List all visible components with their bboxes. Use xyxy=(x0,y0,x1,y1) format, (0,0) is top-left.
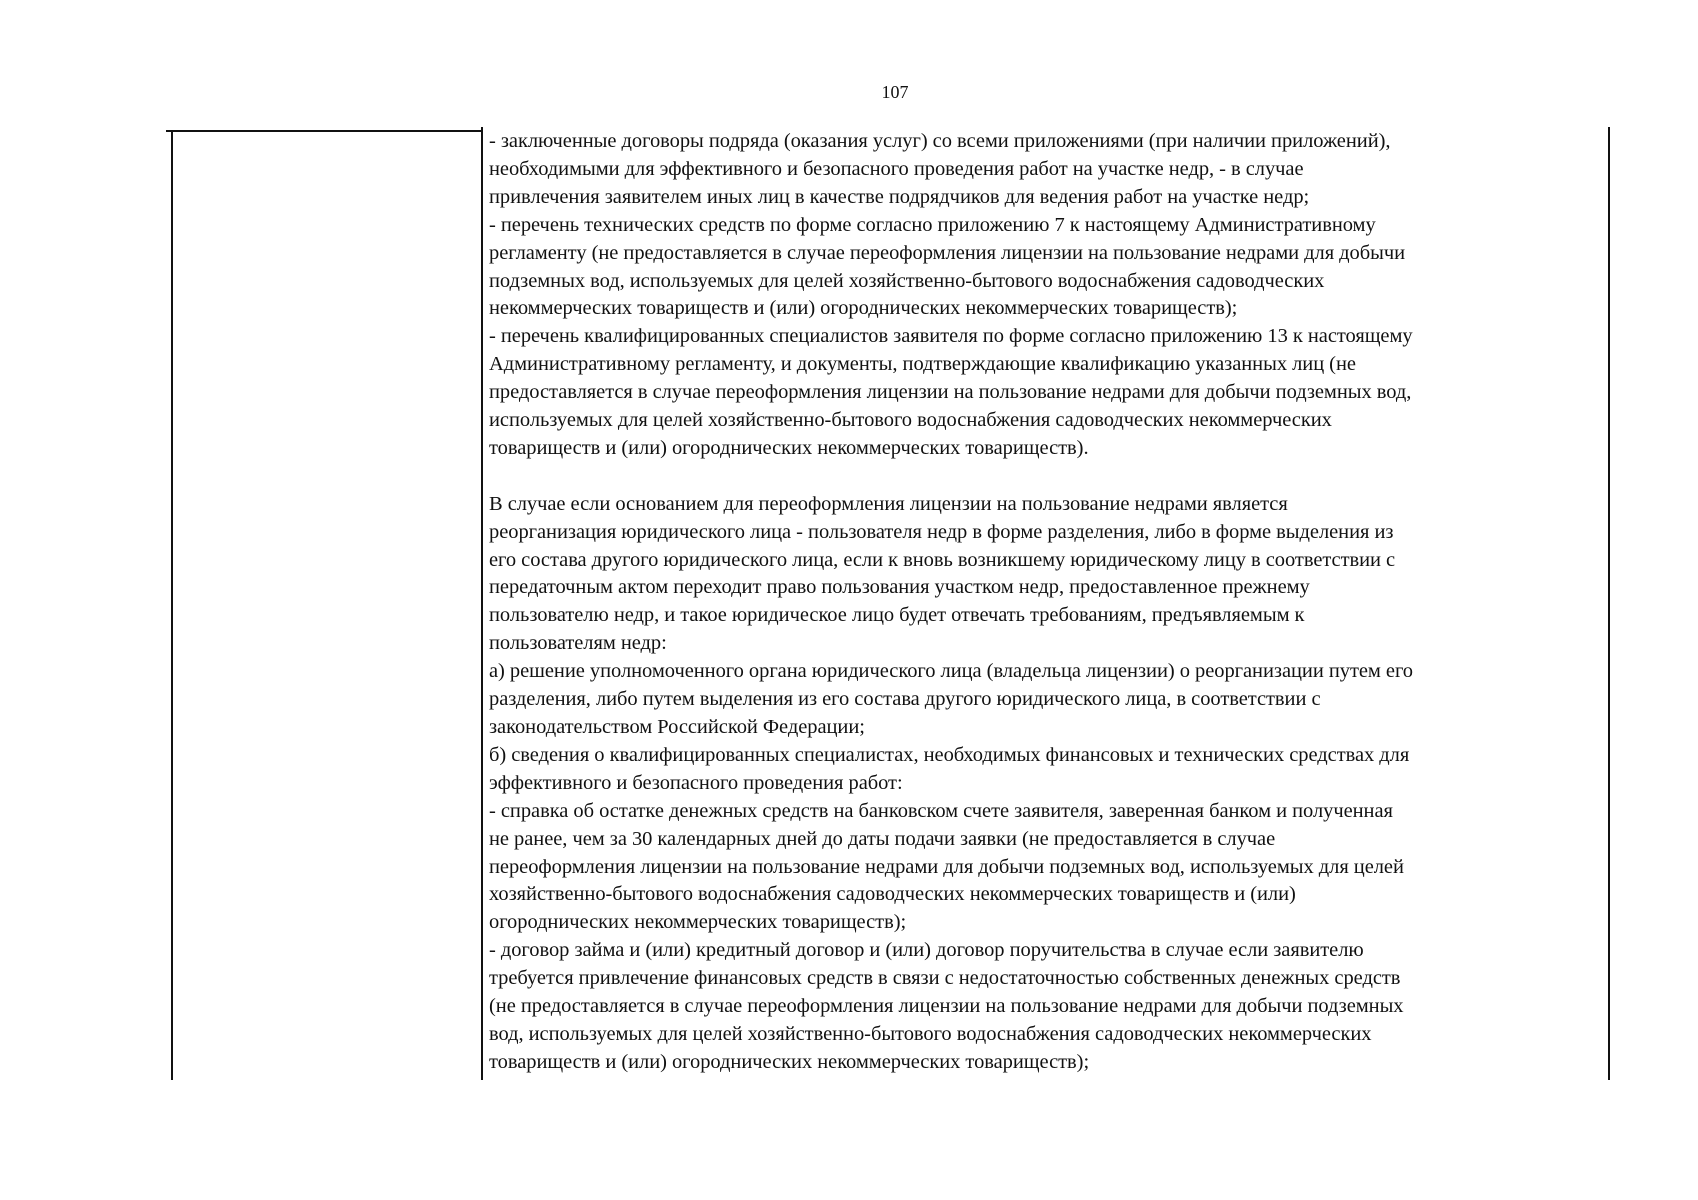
paragraph-block-1 xyxy=(489,128,1603,463)
text-line: вод, используемых для целей хозяйственно-бытового водоснабжения садоводческих некоммерческих xyxy=(489,1022,1372,1045)
text-line: товариществ и (или) огороднических некоммерческих товариществ); xyxy=(489,1050,1090,1073)
text-line: законодательством Российской Федерации; xyxy=(489,716,865,739)
text-line: эффективного и безопасного проведения работ: xyxy=(489,771,903,794)
text-line: переоформления лицензии на пользование недрами для добычи подземных вод, используемых для целей xyxy=(489,855,1404,878)
text-line: огороднических некоммерческих товариществ); xyxy=(489,911,907,934)
text-line: - справка об остатке денежных средств на банковском счете заявителя, заверенная банком и полученная xyxy=(489,799,1393,822)
text-line: привлечения заявителем иных лиц в качестве подрядчиков для ведения работ на участке недр; xyxy=(489,185,1310,208)
page-number: 107 xyxy=(881,82,909,102)
text-line: а) решение уполномоченного органа юридического лица (владельца лицензии) о реорганизации путем его xyxy=(489,660,1413,683)
table-top-border xyxy=(166,130,482,132)
text-line: - перечень технических средств по форме согласно приложению 7 к настоящему Административному xyxy=(489,213,1376,236)
text-line: пользователям недр: xyxy=(489,632,667,655)
text-line: б) сведения о квалифицированных специалистах, необходимых финансовых и технических средствах для xyxy=(489,743,1410,766)
document-body xyxy=(489,128,1603,1077)
text-line: реорганизация юридического лица - пользователя недр в форме разделения, либо в форме выделения из xyxy=(489,520,1394,543)
text-line: не ранее, чем за 30 календарных дней до даты подачи заявки (не предоставляется в случае xyxy=(489,827,1276,850)
text-line: необходимыми для эффективного и безопасного проведения работ на участке недр, - в случае xyxy=(489,157,1304,180)
table-column-divider xyxy=(481,127,483,1080)
text-line: (не предоставляется в случае переоформления лицензии на пользование недрами для добычи подземных xyxy=(489,995,1404,1018)
text-line: используемых для целей хозяйственно-бытового водоснабжения садоводческих некоммерческих xyxy=(489,409,1332,432)
table-left-border xyxy=(171,130,173,1080)
text-line: - договор займа и (или) кредитный договор и (или) договор поручительства в случае если заявителю xyxy=(489,939,1364,962)
text-line: хозяйственно-бытового водоснабжения садоводческих некоммерческих товариществ и (или) xyxy=(489,883,1296,906)
text-line: некоммерческих товариществ и (или) огороднических некоммерческих товариществ); xyxy=(489,297,1238,320)
text-line: требуется привлечение финансовых средств в связи с недостаточностью собственных денежных средств xyxy=(489,967,1401,990)
text-line: В случае если основанием для переоформления лицензии на пользование недрами является xyxy=(489,492,1288,515)
text-line: регламенту (не предоставляется в случае переоформления лицензии на пользование недрами для добычи xyxy=(489,241,1406,264)
text-line: его состава другого юридического лица, если к вновь возникшему юридическому лицу в соответствии с xyxy=(489,548,1396,571)
text-line: передаточным актом переходит право пользования участком недр, предоставленное прежнему xyxy=(489,576,1310,599)
text-line: Административному регламенту, и документы, подтверждающие квалификацию указанных лиц (не xyxy=(489,353,1356,376)
text-line: - перечень квалифицированных специалистов заявителя по форме согласно приложению 13 к настоящему xyxy=(489,325,1413,348)
text-line: товариществ и (или) огороднических некоммерческих товариществ). xyxy=(489,436,1089,459)
paragraph-spacer xyxy=(489,463,1603,491)
text-line: разделения, либо путем выделения из его состава другого юридического лица, в соответствии с xyxy=(489,688,1321,711)
text-line: - заключенные договоры подряда (оказания услуг) со всеми приложениями (при наличии приложений), xyxy=(489,130,1391,152)
table-right-border xyxy=(1608,127,1610,1080)
paragraph-block-2 xyxy=(489,491,1603,1077)
text-line: предоставляется в случае переоформления лицензии на пользование недрами для добычи подземных вод, xyxy=(489,381,1412,404)
text-line: подземных вод, используемых для целей хозяйственно-бытового водоснабжения садоводческих xyxy=(489,269,1325,292)
text-line: пользователю недр, и такое юридическое лицо будет отвечать требованиям, предъявляемым к xyxy=(489,604,1305,627)
